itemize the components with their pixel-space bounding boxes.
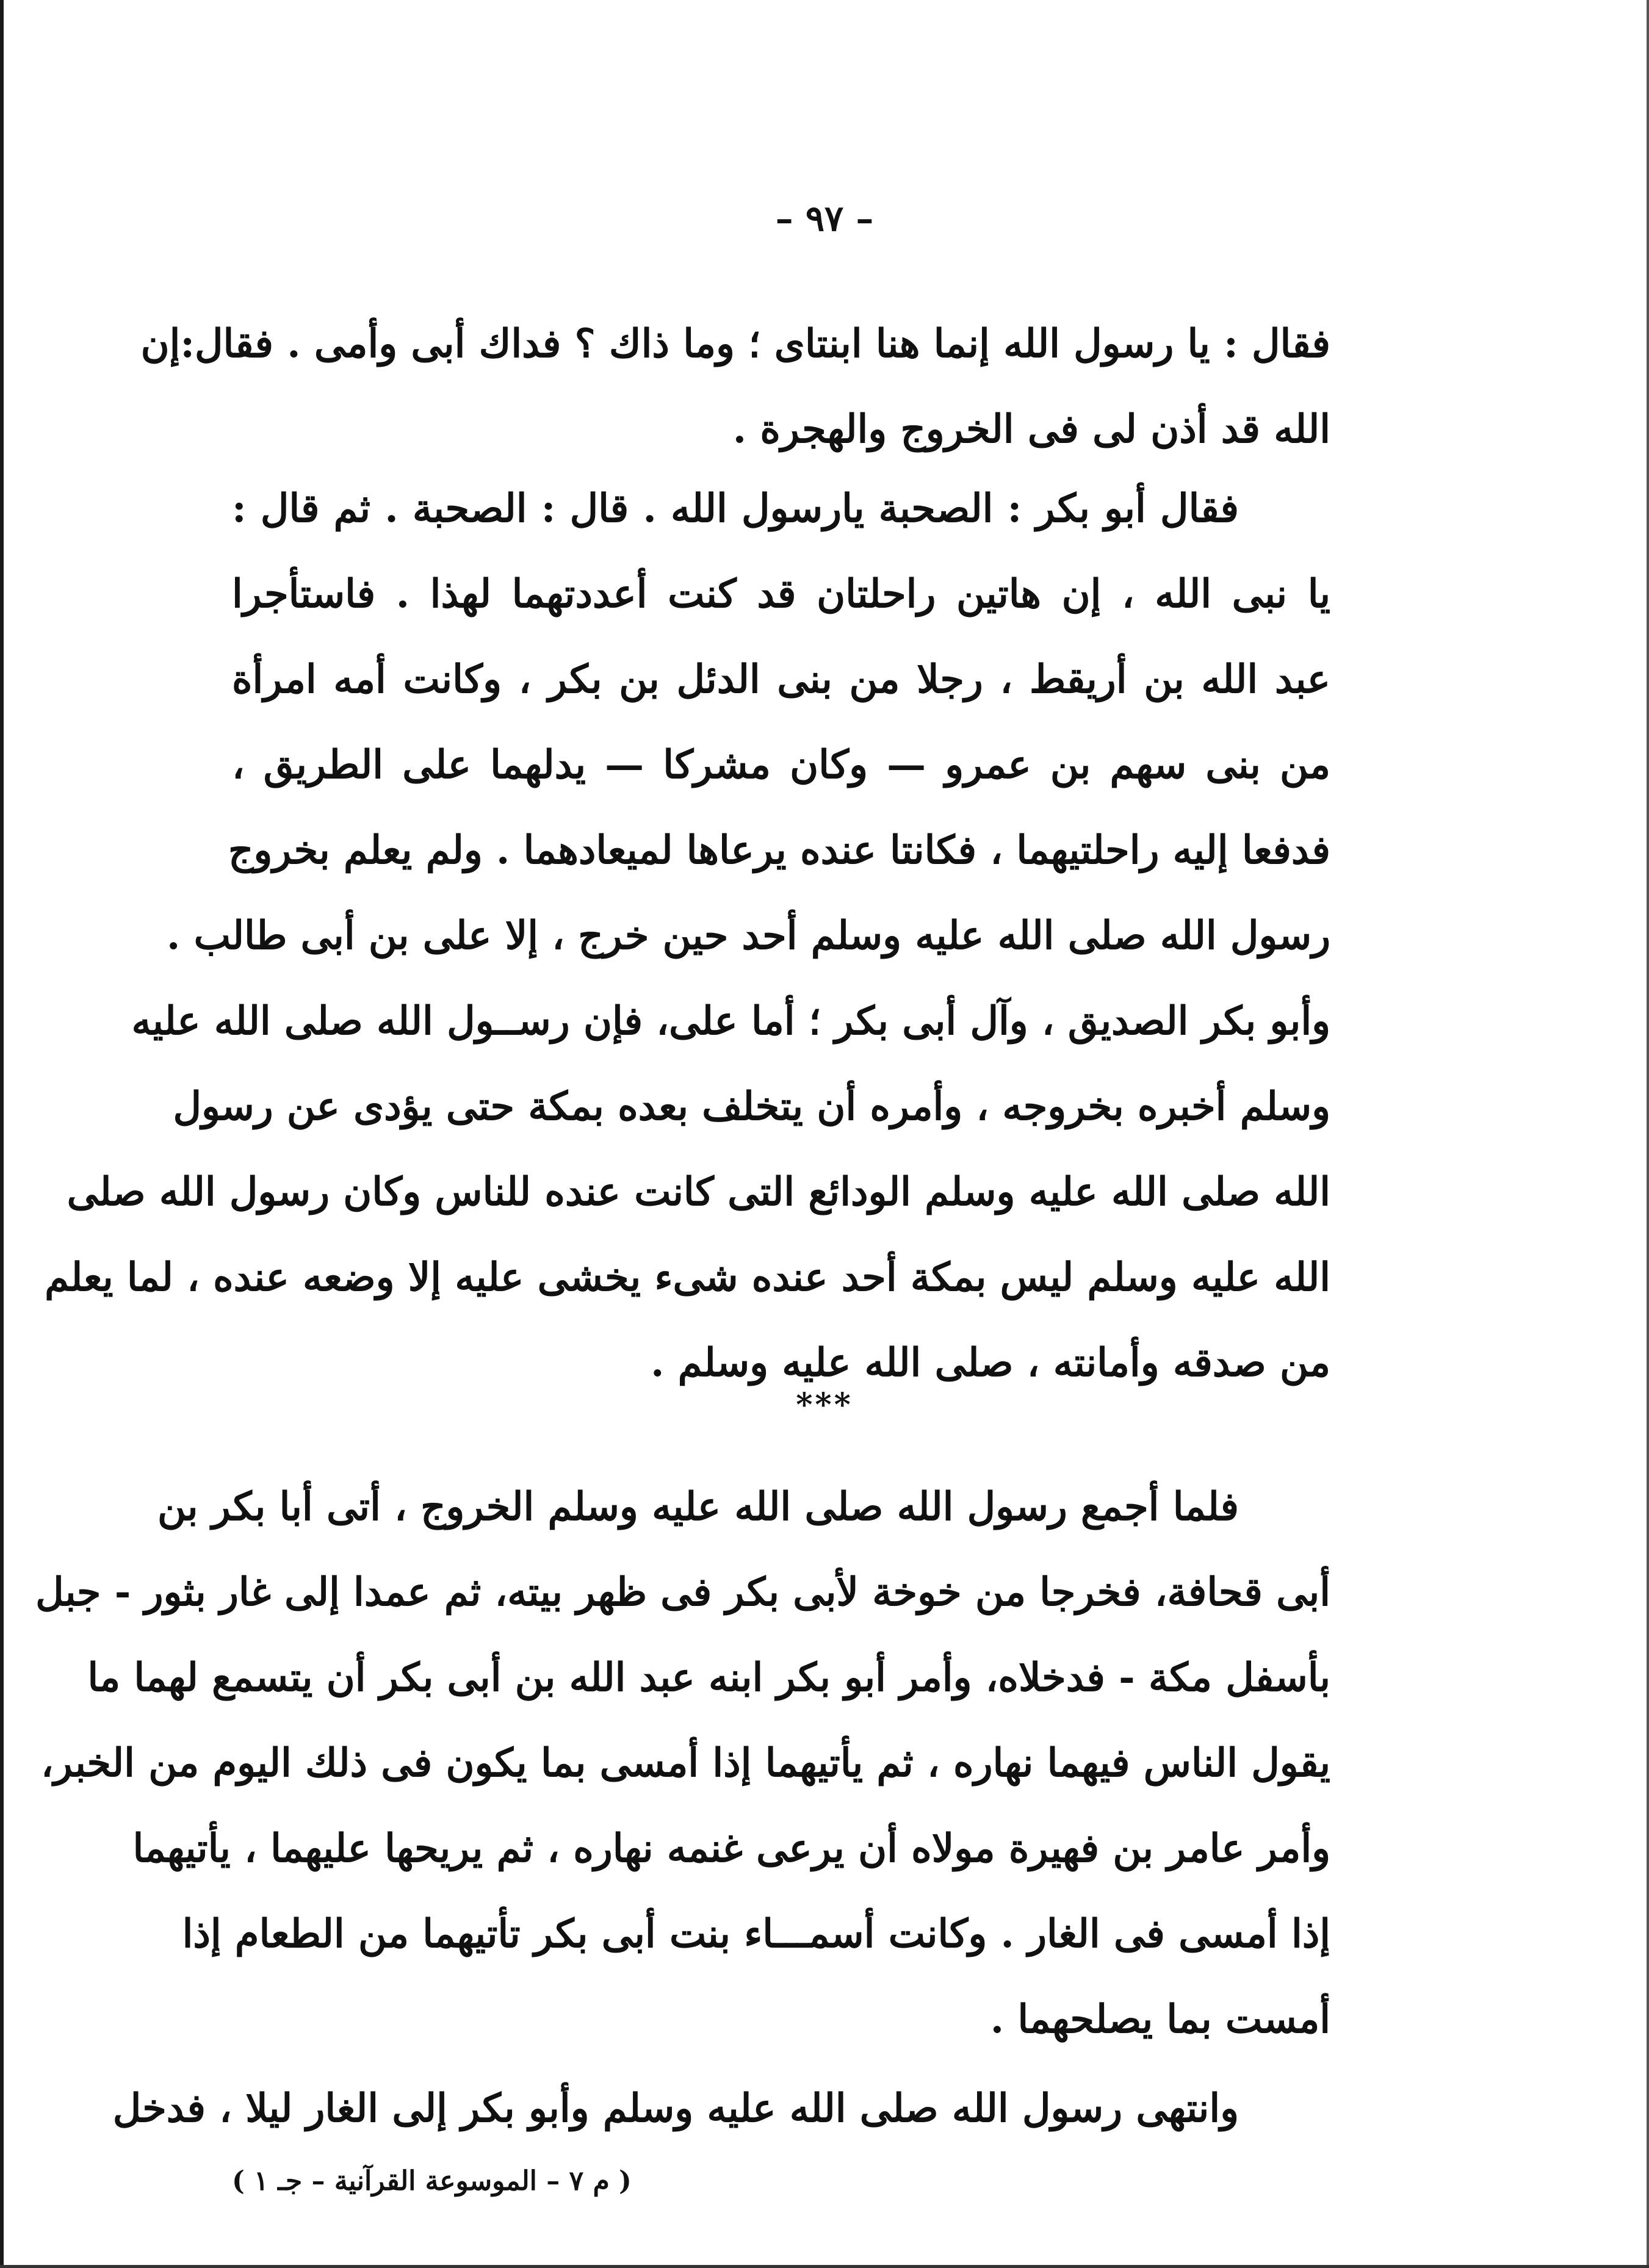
text-line: من بنى سهم بن عمرو — وكان مشركا — يدلهما على الطريق ، <box>232 742 1330 788</box>
text-line: وسلم أخبره بخروجه ، وأمره أن يتخلف بعده بمكة حتى يؤدى عن رسول <box>173 1084 1330 1129</box>
text-line: الله صلى الله عليه وسلم الودائع التى كانت عنده للناس وكان رسول الله صلى <box>67 1169 1330 1215</box>
page-footer: ( م ٧ – الموسوعة القرآنية – جـ ١ ) <box>232 2165 632 2197</box>
text-line: يا نبى الله ، إن هاتين راحلتان قد كنت أعددتهما لهذا . فاستأجرا <box>232 571 1330 617</box>
text-line: وأبو بكر الصديق ، وآل أبى بكر ؛ أما على، فإن رســول الله صلى الله عليه <box>131 998 1330 1044</box>
text-line: أمست بما يصلحهما . <box>990 1996 1330 2042</box>
paragraph-2 <box>45 466 1330 1406</box>
text-line: عبد الله بن أريقط ، رجلا من بنى الدئل بن بكر ، وكانت أمه امرأة <box>232 657 1330 702</box>
text-line: فقال أبو بكر : الصحبة يارسول الله . قال : الصحبة . ثم قال : <box>232 486 1239 531</box>
text-line: الله عليه وسلم ليس بمكة أحد عنده شىء يخشى عليه إلا وضعه عنده ، لما يعلم <box>45 1255 1330 1300</box>
page-number: – ٩٧ – <box>775 198 874 239</box>
section-separator: *** <box>796 1386 853 1424</box>
text-line: الله قد أذن لى فى الخروج والهجرة . <box>732 406 1330 452</box>
text-line: فلما أجمع رسول الله صلى الله عليه وسلم الخروج ، أتى أبا بكر بن <box>157 1484 1239 1530</box>
page-edge-bottom <box>0 2265 1649 2268</box>
paragraph-3 <box>35 1464 1330 2062</box>
text-line: وأمر عامر بن فهيرة مولاه أن يرعى غنمه نهاره ، ثم يريحها عليهما ، يأتيهما <box>132 1826 1330 1871</box>
paragraph-4 <box>112 2066 1330 2151</box>
text-line: إذا أمسى فى الغار . وكانت أسمـــاء بنت أبى بكر تأتيهما من الطعام إذا <box>182 1911 1330 1957</box>
text-line: يقول الناس فيهما نهاره ، ثم يأتيهما إذا أمسى بما يكون فى ذلك اليوم من الخبر، <box>41 1740 1330 1786</box>
paragraph-1 <box>140 301 1330 472</box>
text-line: رسول الله صلى الله عليه وسلم أحد حين خرج ، إلا على بن أبى طالب . <box>167 913 1330 959</box>
page-edge-right <box>1647 0 1649 2268</box>
text-line: فقال : يا رسول الله إنما هنا ابنتاى ؛ وما ذاك ؟ فداك أبى وأمى . فقال:إن <box>140 321 1330 367</box>
text-line: بأسفل مكة - فدخلاه، وأمر أبو بكر ابنه عبد الله بن أبى بكر أن يتسمع لهما ما <box>87 1655 1330 1701</box>
page-edge-left <box>0 0 4 2268</box>
text-line: وانتهى رسول الله صلى الله عليه وسلم وأبو بكر إلى الغار ليلا ، فدخل <box>112 2086 1239 2131</box>
text-line: أبى قحافة، فخرجا من خوخة لأبى بكر فى ظهر بيته، ثم عمدا إلى غار بثور - جبل <box>35 1569 1330 1615</box>
text-line: من صدقه وأمانته ، صلى الله عليه وسلم . <box>651 1340 1330 1386</box>
text-line: فدفعا إليه راحلتيهما ، فكانتا عنده يرعاها لميعادهما . ولم يعلم بخروج <box>228 827 1330 873</box>
